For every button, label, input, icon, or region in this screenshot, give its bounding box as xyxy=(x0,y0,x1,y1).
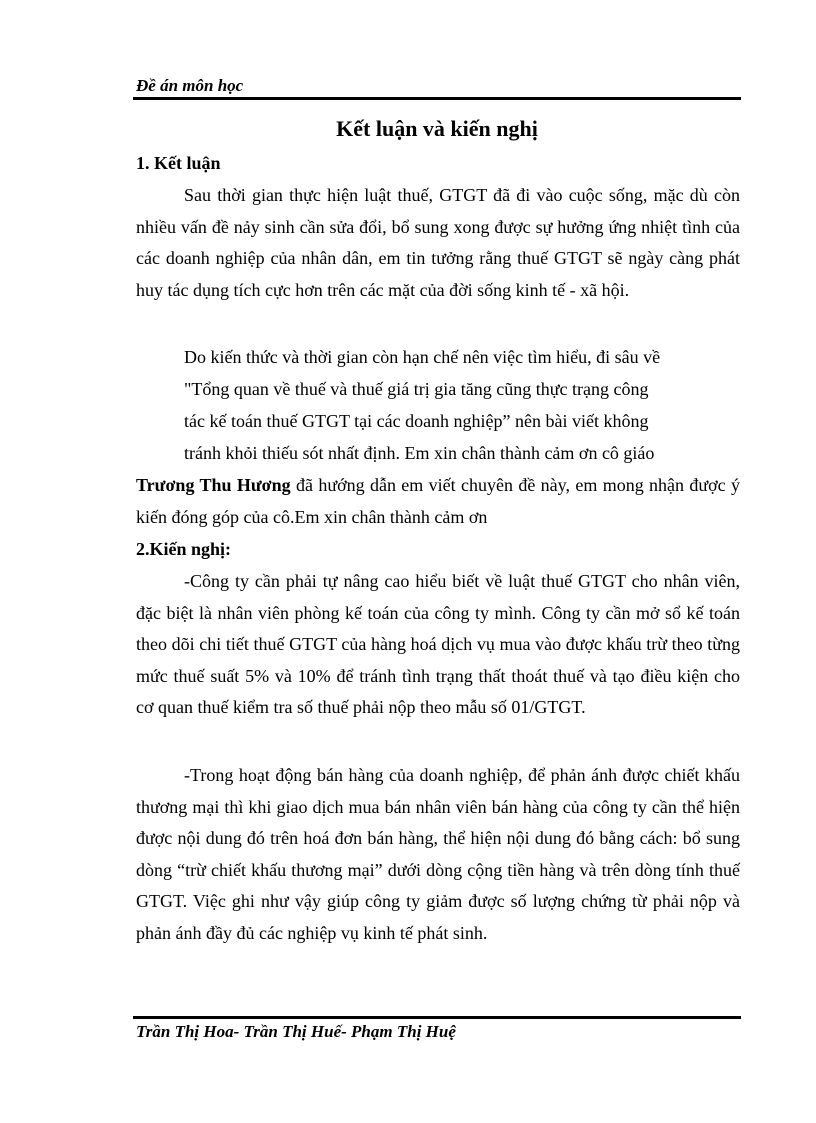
header-rule xyxy=(133,97,741,100)
header-title: Đề án môn học xyxy=(136,76,244,95)
recommendation-paragraph-1: -Công ty cần phải tự nâng cao hiểu biết về luật thuế GTGT cho nhân viên, đặc biệt là nhân viên phòng kế toán của công ty mình. Công ty cần mở sổ kế toán theo dõi chi tiết thuế GTGT của hàng hoá dịch vụ mua vào được khấu trừ theo từng mức thuế suất 5% và 10% để tránh tình trạng thất thoát thuế và tạo điều kiện cho cơ quan thuế kiểm tra số thuế phải nộp theo mẫu số 01/GTGT. xyxy=(136,571,740,717)
footer-authors: Trần Thị Hoa- Trần Thị Huế- Phạm Thị Huệ xyxy=(136,1022,456,1041)
conclusion-paragraph-2-line-4: tránh khỏi thiếu sót nhất định. Em xin chân thành cảm ơn cô giáo xyxy=(184,443,655,463)
conclusion-paragraph-2-line-3: tác kế toán thuế GTGT tại các doanh nghiệp” nên bài viết không xyxy=(184,411,649,431)
teacher-name: Trương Thu Hương xyxy=(136,475,291,495)
section-heading-recommendations: 2.Kiến nghị: xyxy=(136,539,232,559)
section-heading-conclusion: 1. Kết luận xyxy=(136,153,221,173)
conclusion-paragraph-2-rest: đã hướng dẫn em viết chuyên đề này, em mong nhận được ý kiến đóng góp của cô.Em xin chân thành cảm ơn xyxy=(136,475,741,527)
footer-rule xyxy=(133,1016,741,1019)
conclusion-paragraph-2-line-2: "Tổng quan về thuế và thuế giá trị gia tăng cũng thực trạng công xyxy=(184,379,649,399)
conclusion-paragraph-1: Sau thời gian thực hiện luật thuế, GTGT đã đi vào cuộc sống, mặc dù còn nhiều vấn đề nảy sinh cần sửa đổi, bổ sung xong được sự hưởng ứng nhiệt tình của các doanh nghiệp của nhân dân, em tin tưởng rằng thuế GTGT sẽ ngày càng phát huy tác dụng tích cực hơn trên các mặt của đời sống kinh tế - xã hội. xyxy=(136,185,740,300)
recommendation-paragraph-2: -Trong hoạt động bán hàng của doanh nghiệp, để phản ánh được chiết khấu thương mại thì khi giao dịch mua bán nhân viên bán hàng của công ty cần thể hiện được nội dung đó trên hoá đơn bán hàng, thể hiện nội dung đó bằng cách: bổ sung dòng “trừ chiết khấu thương mại” dưới dòng cộng tiền hàng và trên dòng tính thuế GTGT. Việc ghi như vậy giúp công ty giảm được số lượng chứng từ phải nộp và phản ánh đầy đủ các nghiệp vụ kinh tế phát sinh. xyxy=(136,765,740,943)
conclusion-paragraph-2-continued xyxy=(136,470,740,533)
conclusion-paragraph-2-line-1: Do kiến thức và thời gian còn hạn chế nên việc tìm hiểu, đi sâu về xyxy=(184,347,661,367)
document-title: Kết luận và kiến nghị xyxy=(336,116,538,141)
